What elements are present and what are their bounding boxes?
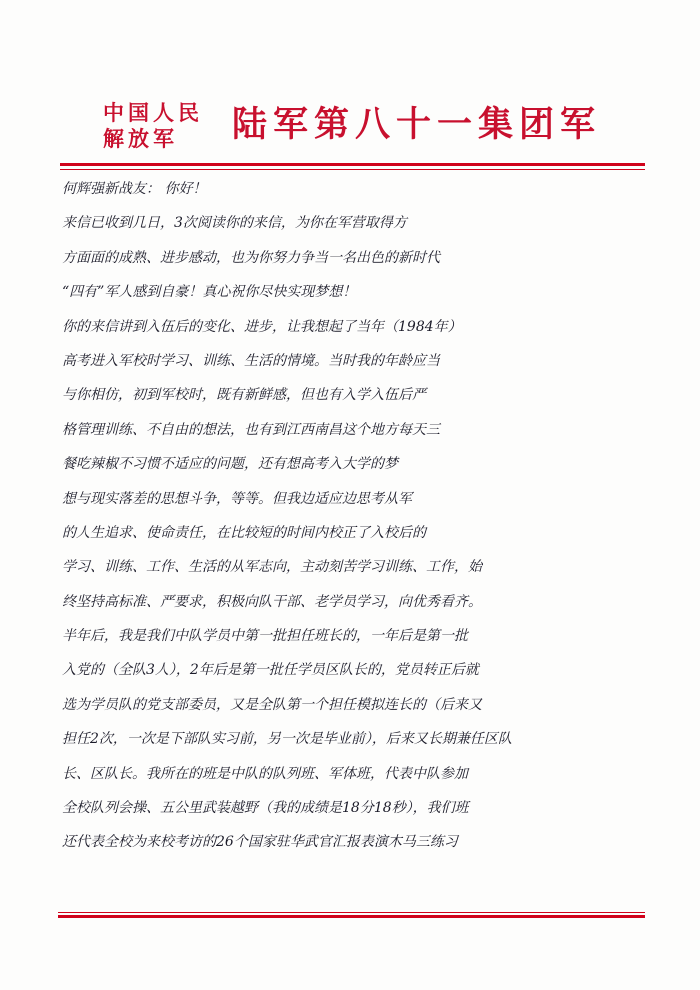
letter-line: 何辉强新战友： 你好！	[62, 181, 207, 197]
letter-line: 还代表全校为来校考访的26个国家驻华武官汇报表演木马三练习	[62, 834, 458, 851]
letter-line: 半年后，我是我们中队学员中第一批担任班长的，一年后是第一批	[62, 628, 468, 645]
letter-line: 高考进入军校时学习、训练、生活的情境。当时我的年龄应当	[62, 352, 440, 369]
bottom-rule-thick	[58, 915, 645, 918]
letter-line: 餐吃辣椒不习惯不适应的问题，还有想高考入大学的梦	[62, 456, 398, 473]
letter-body	[62, 172, 652, 860]
letter-line: “四有”军人感到自豪！真心祝你尽快实现梦想！	[62, 284, 357, 301]
letter-line: 想与现实落差的思想斗争，等等。但我边适应边思考从军	[62, 490, 412, 507]
letter-line: 你的来信讲到入伍后的变化、进步，让我想起了当年（1984年）	[62, 318, 462, 335]
letter-line: 长、区队长。我所在的班是中队的队列班、军体班，代表中队参加	[62, 765, 468, 782]
letter-line: 的人生追求、使命责任，在比较短的时间内校正了入校后的	[62, 524, 426, 541]
letter-line: 格管理训练、不自由的想法，也有到江西南昌这个地方每天三	[62, 421, 440, 438]
letter-line: 方面面的成熟、进步感动，也为你努力争当一名出色的新时代	[62, 249, 440, 266]
letter-line: 学习、训练、工作、生活的从军志向，主动刻苦学习训练、工作，始	[62, 559, 482, 576]
bottom-rule-thin	[58, 912, 645, 913]
letter-line: 与你相仿，初到军校时，既有新鲜感，但也有入学入伍后严	[62, 387, 426, 404]
letter-line: 来信已收到几日，3次阅读你的来信，为你在军营取得方	[62, 215, 407, 232]
org-name-line1: 中国人民	[103, 101, 203, 125]
top-rule-thin	[60, 169, 645, 170]
unit-name: 陆军第八十一集团军	[232, 105, 602, 145]
letter-line: 入党的（全队3人），2年后是第一批任学员区队长的，党员转正后就	[62, 662, 479, 679]
org-name-line2: 解放军	[103, 127, 178, 151]
letterhead	[0, 0, 700, 160]
letter-line: 选为学员队的党支部委员，又是全队第一个担任模拟连长的（后来又	[62, 696, 482, 713]
letter-line: 担任2次，一次是下部队实习前，另一次是毕业前），后来又长期兼任区队	[62, 731, 512, 748]
letter-line: 终坚持高标准、严要求，积极向队干部、老学员学习，向优秀看齐。	[62, 593, 482, 610]
top-rule-thick	[60, 163, 645, 166]
org-name	[103, 100, 203, 152]
letter-line: 全校队列会操、五公里武装越野（我的成绩是18分18秒），我们班	[62, 800, 469, 817]
